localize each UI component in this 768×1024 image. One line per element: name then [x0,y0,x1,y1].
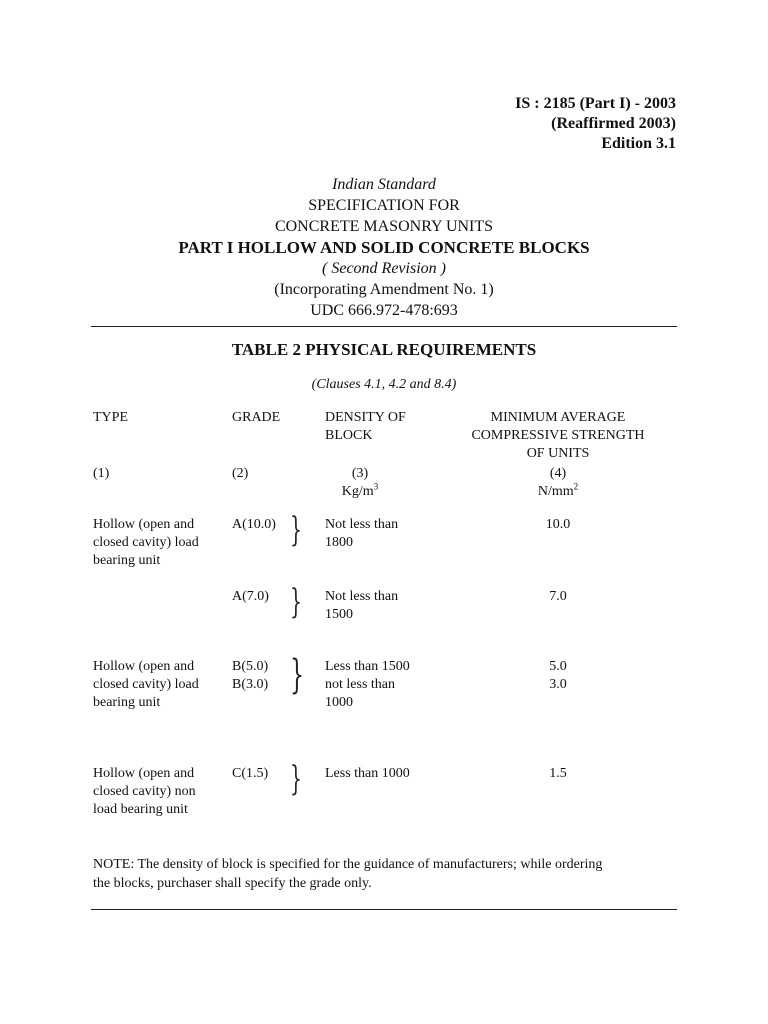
row-2-brace: } [290,582,302,622]
row-4-grade-line: C(1.5) [232,766,269,781]
column-number-2: (2) [232,466,249,481]
row-3-strength-line: 5.0 [549,659,567,674]
row-3-grade [232,658,292,694]
standard-number: IS : 2185 (Part I) - 2003 [515,95,676,112]
row-4-grade [232,765,292,783]
column-number-4-label: (4) [549,466,567,481]
row-3-type-line: Hollow (open and [93,659,195,674]
row-1-strength-line: 10.0 [545,517,571,532]
row-2-grade-line: A(7.0) [232,589,269,604]
row-2-grade [232,588,292,606]
row-3-strength-line: 3.0 [549,677,567,692]
density-header-line1: DENSITY OF [325,410,406,425]
table-title: TABLE 2 PHYSICAL REQUIREMENTS [231,340,537,359]
density-unit-base: Kg/m [341,484,374,499]
standard-header [515,94,676,154]
row-1-density-line: Not less than [325,517,399,532]
strength-unit-exponent: 2 [573,481,579,492]
table-clauses: (Clauses 4.1, 4.2 and 8.4) [311,377,457,392]
row-1-density [325,516,455,552]
indian-standard-label: Indian Standard [332,176,436,193]
strength-header-line3: OF UNITS [526,446,590,461]
row-4-brace: } [290,759,302,799]
top-divider [91,326,677,327]
note-line-2: the blocks, purchaser shall specify the grade only. [93,876,372,891]
row-3-type-line: closed cavity) load [93,677,199,692]
row-4-strength-line: 1.5 [549,766,567,781]
row-4-density-line: Less than 1000 [325,766,410,781]
row-2-density-line: Not less than [325,589,399,604]
reaffirmed-note: (Reaffirmed 2003) [551,115,676,132]
row-3-density-line: 1000 [325,695,353,710]
column-header-grade: GRADE [232,410,281,425]
row-3-type-line: bearing unit [93,695,161,710]
strength-header-line1: MINIMUM AVERAGE [490,410,626,425]
row-2-density-line: 1500 [325,607,353,622]
row-3-type [93,658,233,712]
column-number-1: (1) [93,466,110,481]
part-title: PART I HOLLOW AND SOLID CONCRETE BLOCKS [178,238,590,257]
row-3-density-line: not less than [325,677,395,692]
row-1-grade [232,516,292,534]
udc-label: UDC 666.972-478:693 [310,302,458,319]
row-3-brace: } [290,652,304,698]
column-number-3 [325,465,395,501]
row-3-grade-line: B(3.0) [232,677,269,692]
column-number-3-label: (3) [351,466,369,481]
amendment-label: (Incorporating Amendment No. 1) [274,281,494,298]
row-1-density-line: 1800 [325,535,353,550]
row-4-type-line: load bearing unit [93,802,188,817]
row-3-density [325,658,455,712]
column-header-density [325,409,406,445]
row-2-strength-line: 7.0 [549,589,567,604]
table-note [93,855,602,893]
row-3-strength [458,658,658,694]
row-1-type [93,516,233,570]
row-3-density-line: Less than 1500 [325,659,410,674]
row-4-type-line: closed cavity) non [93,784,196,799]
row-4-type [93,765,233,819]
strength-header-line2: COMPRESSIVE STRENGTH [471,428,645,443]
masonry-units-label: CONCRETE MASONRY UNITS [274,218,494,235]
row-1-type-line: bearing unit [93,553,161,568]
strength-unit-base: N/mm [537,484,574,499]
revision-label: ( Second Revision ) [322,260,446,277]
strength-unit [458,483,658,501]
spec-for-label: SPECIFICATION FOR [308,197,460,214]
row-1-strength [458,516,658,534]
row-1-grade-line: A(10.0) [232,517,276,532]
bottom-divider [91,909,677,910]
density-header-line2: BLOCK [325,428,373,443]
row-1-type-line: Hollow (open and [93,517,195,532]
row-4-type-line: Hollow (open and [93,766,195,781]
row-4-strength [458,765,658,783]
column-header-strength [458,409,658,463]
row-3-grade-line: B(5.0) [232,659,269,674]
column-header-type: TYPE [93,410,128,425]
row-2-density [325,588,455,624]
density-unit [325,483,395,501]
row-1-type-line: closed cavity) load [93,535,199,550]
column-number-4 [458,465,658,501]
row-2-strength [458,588,658,606]
note-line-1: NOTE: The density of block is specified for the guidance of manufacturers; while ordering [93,857,603,872]
row-4-density [325,765,455,783]
density-unit-exponent: 3 [373,481,379,492]
row-1-brace: } [290,510,302,550]
edition-label: Edition 3.1 [601,135,676,152]
